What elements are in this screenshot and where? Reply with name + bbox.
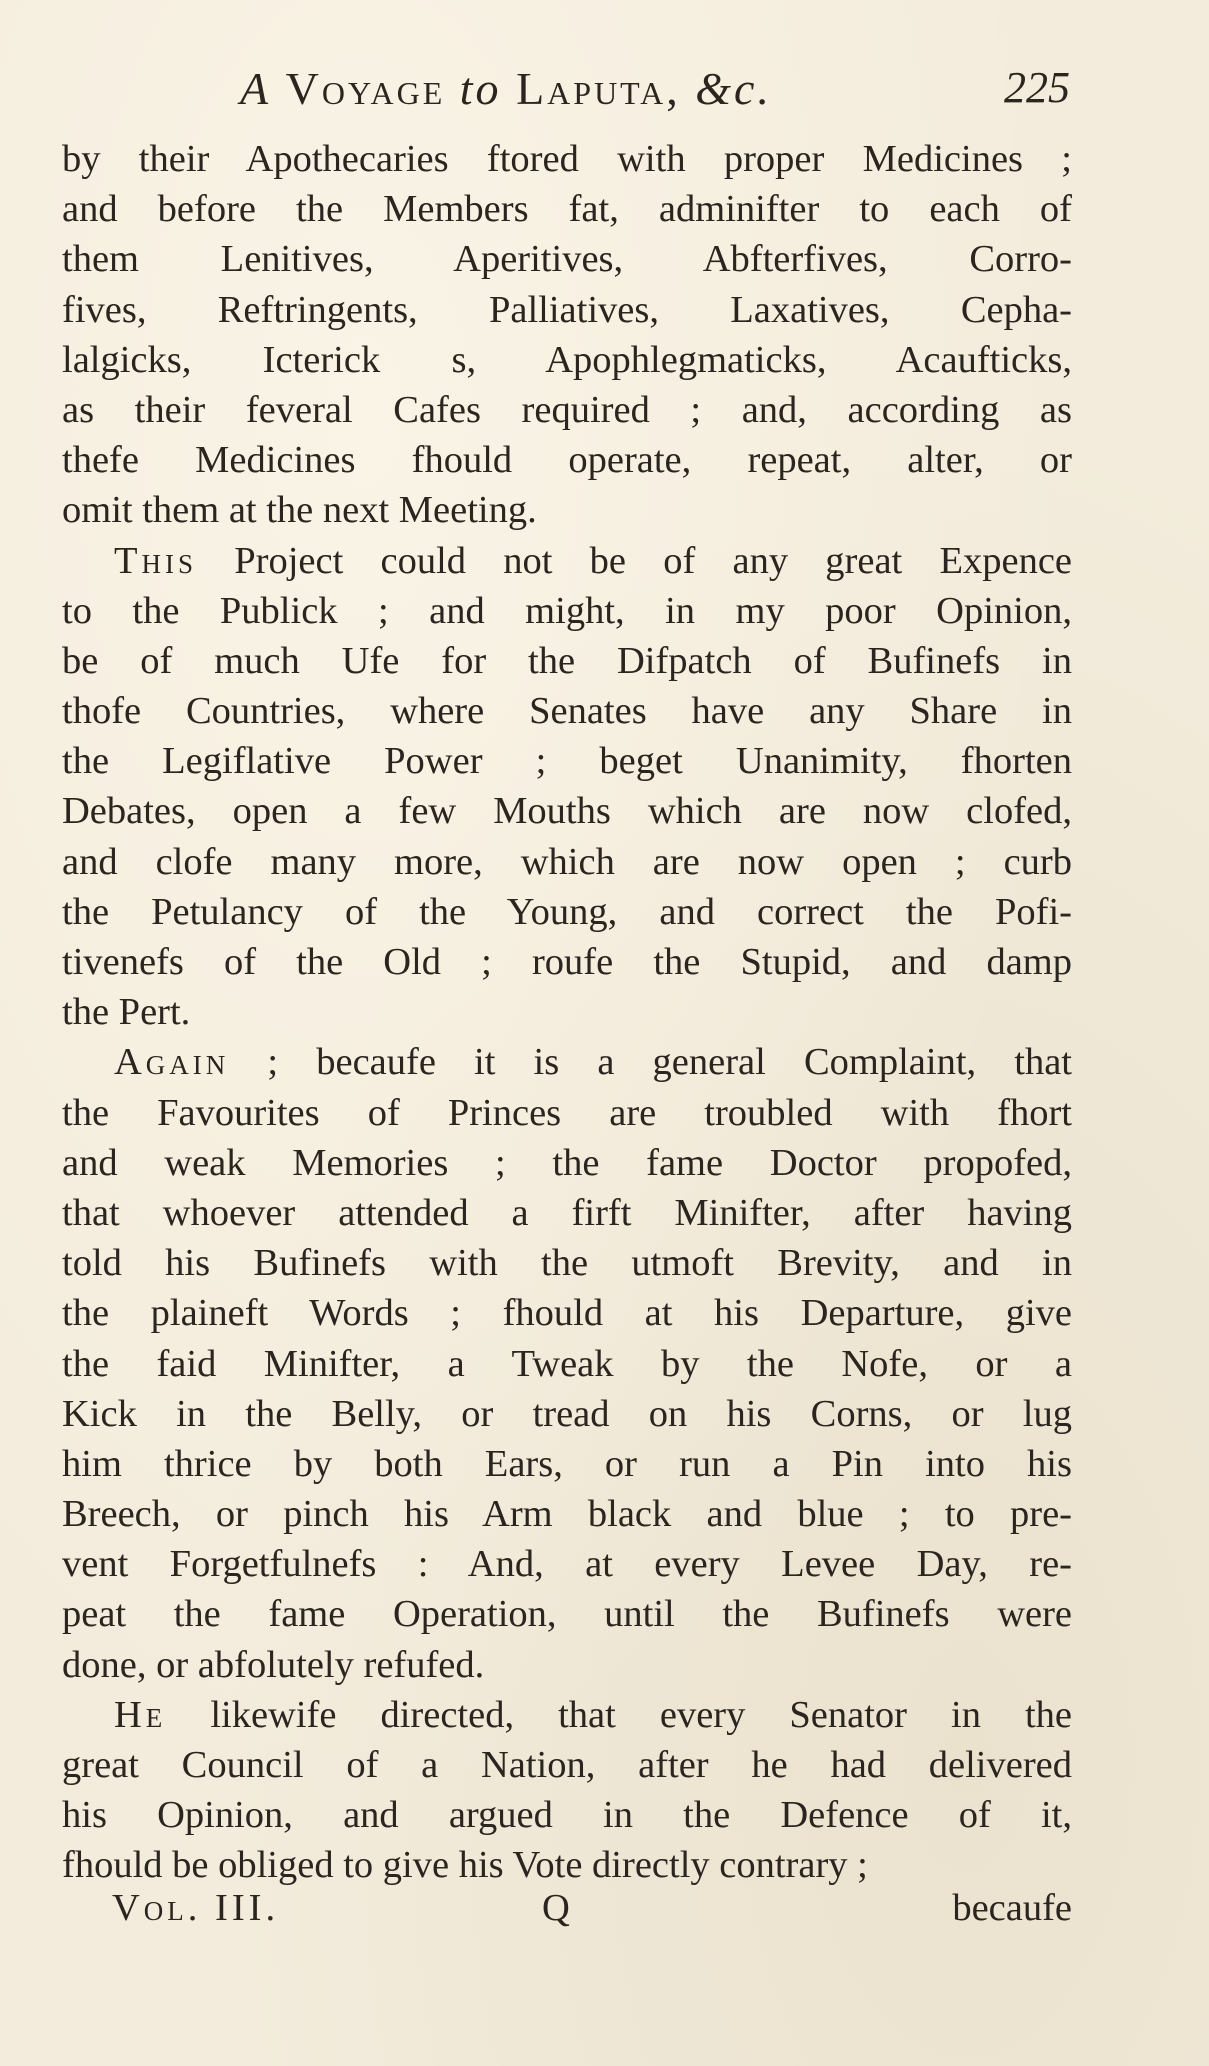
- line-text: that whoever attended a firft Minifter, after having: [62, 1191, 1072, 1234]
- line-text: the Favourites of Princes are troubled with fhort: [62, 1091, 1072, 1134]
- text-line: [62, 1439, 1072, 1489]
- text-line: [62, 485, 1072, 535]
- body-text: [62, 134, 1072, 1891]
- line-text: fhould be obliged to give his Vote directly contrary ;: [62, 1844, 868, 1887]
- text-line: [62, 1037, 1072, 1087]
- line-text: the Pert.: [62, 991, 191, 1034]
- line-text: and weak Memories ; the fame Doctor propofed,: [62, 1141, 1072, 1184]
- text-line: [62, 937, 1072, 987]
- line-text: peat the fame Operation, until the Bufinefs were: [62, 1593, 1072, 1636]
- line-text: Debates, open a few Mouths which are now clofed,: [62, 790, 1072, 833]
- catchword: becaufe: [952, 1887, 1072, 1929]
- paragraph-lead-word: This: [114, 539, 198, 582]
- text-line: [62, 1389, 1072, 1439]
- text-line: [62, 184, 1072, 234]
- paragraph: [62, 536, 1072, 1038]
- text-line: [62, 385, 1072, 435]
- running-header: [240, 62, 1070, 132]
- text-line: [62, 1539, 1072, 1589]
- title-to: to: [459, 63, 502, 114]
- text-line: [62, 1188, 1072, 1238]
- line-text: them Lenitives, Aperitives, Abfterfives, Corro-: [62, 238, 1072, 281]
- paragraph: [62, 1037, 1072, 1689]
- text-line: [62, 285, 1072, 335]
- text-line: [62, 435, 1072, 485]
- text-line: [62, 335, 1072, 385]
- line-text: omit them at the next Meeting.: [62, 489, 537, 532]
- line-text: the Petulancy of the Young, and correct the Pofi-: [62, 890, 1072, 933]
- text-line: [62, 134, 1072, 184]
- line-text: the Legiflative Power ; beget Unanimity, fhorten: [62, 740, 1072, 783]
- running-title: [240, 62, 772, 115]
- title-article: A: [240, 63, 272, 114]
- line-text: and before the Members fat, adminifter to each of: [62, 188, 1072, 231]
- text-line: [62, 786, 1072, 836]
- line-text: the faid Minifter, a Tweak by the Nofe, or a: [62, 1342, 1072, 1385]
- page-footer: [112, 1886, 1072, 1942]
- line-text: the plaineft Words ; fhould at his Departure, give: [62, 1292, 1072, 1335]
- paragraph: [62, 1690, 1072, 1891]
- text-line: [62, 686, 1072, 736]
- line-text: to the Publick ; and might, in my poor Opinion,: [62, 589, 1072, 632]
- text-line: [62, 1339, 1072, 1389]
- line-text: Kick in the Belly, or tread on his Corns, or lug: [62, 1392, 1072, 1435]
- text-line: [62, 987, 1072, 1037]
- line-text: as their feveral Cafes required ; and, according as: [62, 388, 1072, 431]
- paragraph-lead-word: He: [114, 1693, 167, 1736]
- text-line: [62, 586, 1072, 636]
- line-text: vent Forgetfulnefs : And, at every Levee Day, re-: [62, 1543, 1072, 1586]
- line-text: thefe Medicines fhould operate, repeat, alter, or: [62, 439, 1072, 482]
- line-text: likewife directed, that every Senator in the: [166, 1693, 1072, 1736]
- text-line: [62, 1790, 1072, 1840]
- text-line: [62, 837, 1072, 887]
- line-text: his Opinion, and argued in the Defence of it,: [62, 1794, 1072, 1837]
- text-line: [62, 887, 1072, 937]
- line-text: him thrice by both Ears, or run a Pin into his: [62, 1442, 1072, 1485]
- line-text: Breech, or pinch his Arm black and blue ; to pre-: [62, 1493, 1072, 1536]
- text-line: [62, 1589, 1072, 1639]
- text-line: [62, 1088, 1072, 1138]
- text-line: [62, 1840, 1072, 1890]
- line-text: told his Bufinefs with the utmoft Brevity, and in: [62, 1242, 1072, 1285]
- line-text: by their Apothecaries ftored with proper Medicines ;: [62, 138, 1072, 180]
- line-text: thofe Countries, where Senates have any Share in: [62, 690, 1072, 733]
- line-text: ; becaufe it is a general Complaint, that: [229, 1041, 1072, 1084]
- text-line: [62, 1238, 1072, 1288]
- text-line: [62, 1640, 1072, 1690]
- line-text: fives, Reftringents, Palliatives, Laxatives, Cepha-: [62, 288, 1072, 331]
- volume-signature: Vol. III.: [112, 1887, 280, 1929]
- text-line: [62, 1288, 1072, 1338]
- text-line: [62, 1740, 1072, 1790]
- paragraph: [62, 134, 1072, 536]
- line-text: lalgicks, Icterick s, Apophlegmaticks, Acaufticks,: [62, 338, 1072, 381]
- text-line: [62, 1138, 1072, 1188]
- page-number: 225: [1004, 63, 1070, 112]
- text-line: [62, 636, 1072, 686]
- title-voyage: Voyage: [285, 63, 446, 114]
- line-text: tivenefs of the Old ; roufe the Stupid, and damp: [62, 941, 1072, 983]
- paragraph-lead-word: Again: [114, 1041, 230, 1084]
- signature-mark: Q: [542, 1887, 570, 1929]
- text-line: [62, 736, 1072, 786]
- line-text: Project could not be of any great Expence: [197, 539, 1072, 582]
- text-line: [62, 1690, 1072, 1740]
- text-line: [62, 1489, 1072, 1539]
- title-laputa: Laputa,: [516, 63, 681, 114]
- text-line: [62, 234, 1072, 284]
- line-text: great Council of a Nation, after he had delivered: [62, 1744, 1072, 1786]
- line-text: done, or abfolutely refufed.: [62, 1643, 485, 1686]
- line-text: be of much Ufe for the Difpatch of Bufinefs in: [62, 639, 1072, 682]
- text-line: [62, 536, 1072, 586]
- title-etc: &c.: [695, 63, 772, 114]
- line-text: and clofe many more, which are now open ; curb: [62, 840, 1072, 883]
